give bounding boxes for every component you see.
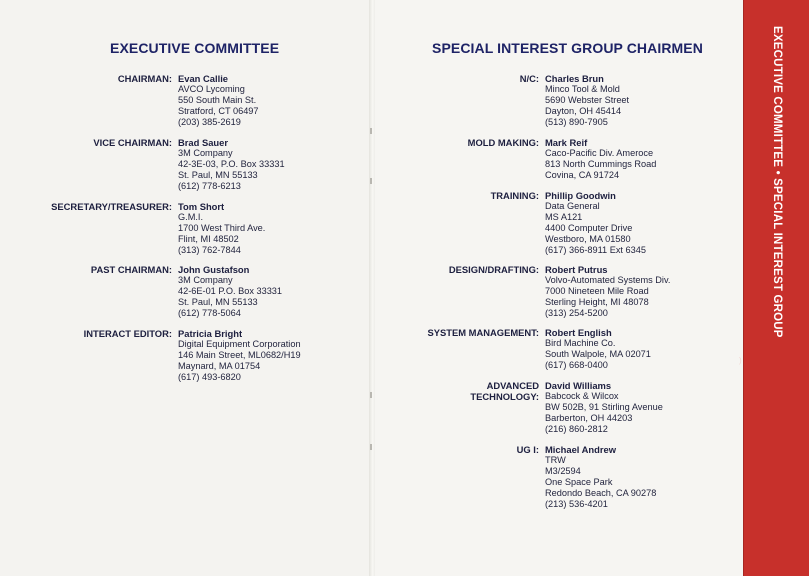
contact-details [545,73,629,128]
side-tab-text: EXECUTIVE COMMITTEE • SPECIAL INTEREST GROUP [771,26,783,338]
address-line: Caco-Pacific Div. Ameroce [545,148,654,158]
address-line: 5690 Webster Street [545,95,630,105]
directory-entry [405,327,651,371]
address-line: St. Paul, MN 55133 [178,297,258,307]
address-line: M3/2594 [545,466,581,476]
address-line: Maynard, MA 01754 [178,361,261,371]
address-line: Stratford, CT 06497 [178,106,259,116]
address-line: (313) 762-7844 [178,245,241,255]
address-line: 4400 Computer Drive [545,223,633,233]
address-line: (216) 860-2812 [545,424,608,434]
directory-entry [30,201,265,256]
role-label: SECRETARY/TREASURER: [51,201,172,212]
person-name: Robert English [545,327,612,338]
address-line: Covina, CA 91724 [545,170,620,180]
contact-details [545,190,646,256]
person-name: Charles Brun [545,73,604,84]
directory-entry [405,73,629,128]
person-name: Brad Sauer [178,137,229,148]
address-line: 3M Company [178,148,233,158]
address-line: Data General [545,201,600,211]
sig-chairmen-title: SPECIAL INTEREST GROUP CHAIRMEN [432,40,703,56]
person-name: Phillip Goodwin [545,190,616,201]
address-line: (612) 778-5064 [178,308,241,318]
address-line: BW 502B, 91 Stirling Avenue [545,402,663,412]
address-line: 42-6E-01 P.O. Box 33331 [178,286,283,296]
directory-entry [405,137,656,181]
role-label: PAST CHAIRMAN: [90,264,172,275]
address-line: 7000 Nineteen Mile Road [545,286,649,296]
contact-details [178,73,259,128]
contact-details [545,264,670,319]
address-line: 146 Main Street, ML0682/H19 [178,350,301,360]
role-label: CHAIRMAN: [117,73,172,84]
address-line: Redondo Beach, CA 90278 [545,488,657,498]
directory-entry [405,380,663,435]
address-line: 42-3E-03, P.O. Box 33331 [178,159,285,169]
person-name: Patricia Bright [178,328,243,339]
contact-details [178,201,265,256]
directory-entry [30,328,301,383]
binding-stitch [370,444,372,450]
address-line: 3M Company [178,275,233,285]
address-line: One Space Park [545,477,613,487]
address-line: 1700 West Third Ave. [178,223,266,233]
address-line: (513) 890-7905 [545,117,608,127]
address-line: Digital Equipment Corporation [178,339,301,349]
address-line: 813 North Cummings Road [545,159,657,169]
address-line: Babcock & Wilcox [545,391,619,401]
person-name: David Williams [545,380,612,391]
address-line: Flint, MI 48502 [178,234,239,244]
address-line: Dayton, OH 45414 [545,106,622,116]
contact-details [178,328,301,383]
address-line: Volvo-Automated Systems Div. [545,275,671,285]
role-label: VICE CHAIRMAN: [93,137,172,148]
address-line: Sterling Height, MI 48078 [545,297,649,307]
role-label: TRAINING: [490,190,539,201]
role-label: UG I: [516,444,539,455]
address-line: TRW [545,455,566,465]
address-line: (213) 536-4201 [545,499,608,509]
address-line: Bird Machine Co. [545,338,616,348]
contact-details [545,444,656,510]
page-fold [369,0,375,576]
person-name: Tom Short [178,201,225,212]
role-label: SYSTEM MANAGEMENT: [427,327,539,338]
address-line: (617) 493-6820 [178,372,241,382]
directory-entry [405,444,656,510]
contact-details [545,380,663,435]
contact-details [178,264,282,319]
directory-entry [30,73,259,128]
address-line: (612) 778-6213 [178,181,241,191]
address-line: Westboro, MA 01580 [545,234,631,244]
address-line: AVCO Lycoming [178,84,245,94]
address-line: (617) 366-8911 Ext 6345 [545,245,646,255]
binding-stitch [370,392,372,398]
contact-details [178,137,285,192]
side-tab-mark: ) [739,356,742,365]
person-name: Evan Callie [178,73,229,84]
role-label: MOLD MAKING: [467,137,539,148]
address-line: (313) 254-5200 [545,308,608,318]
person-name: Michael Andrew [545,444,617,455]
address-line: MS A121 [545,212,583,222]
contact-details [545,327,651,371]
directory-entry [405,264,670,319]
role-label: N/C: [519,73,539,84]
directory-entry [30,137,285,192]
address-line: (203) 385-2619 [178,117,241,127]
directory-entry [30,264,282,319]
role-label: INTERACT EDITOR: [83,328,172,339]
person-name: Robert Putrus [545,264,608,275]
person-name: Mark Reif [545,137,588,148]
address-line: Minco Tool & Mold [545,84,620,94]
directory-entry [405,190,646,256]
address-line: South Walpole, MA 02071 [545,349,651,359]
address-line: (617) 668-0400 [545,360,608,370]
side-tab [743,0,809,576]
role-label: DESIGN/DRAFTING: [448,264,539,275]
role-label: ADVANCED TECHNOLOGY: [470,380,539,402]
binding-stitch [370,128,372,134]
address-line: Barberton, OH 44203 [545,413,633,423]
binding-stitch [370,178,372,184]
contact-details [545,137,656,181]
address-line: St. Paul, MN 55133 [178,170,258,180]
address-line: G.M.I. [178,212,204,222]
executive-committee-title: EXECUTIVE COMMITTEE [110,40,280,56]
person-name: John Gustafson [178,264,250,275]
address-line: 550 South Main St. [178,95,257,105]
